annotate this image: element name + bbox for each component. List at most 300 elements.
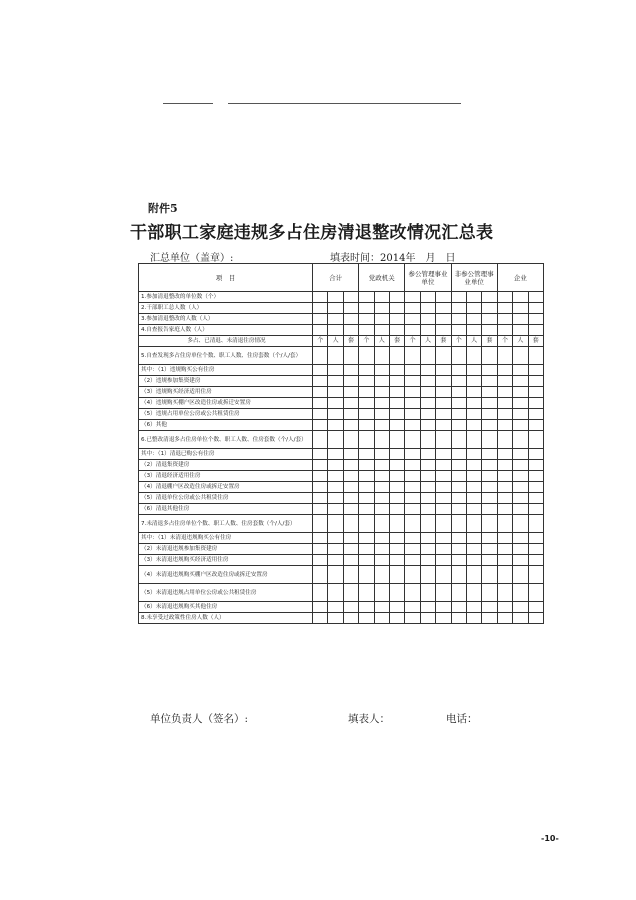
table-cell[interactable]: [436, 347, 451, 365]
table-cell[interactable]: [374, 292, 389, 303]
table-cell[interactable]: [420, 431, 435, 449]
table-cell[interactable]: [359, 420, 374, 431]
table-cell[interactable]: [359, 555, 374, 566]
table-cell[interactable]: [343, 544, 358, 555]
table-cell[interactable]: [405, 365, 420, 376]
table-cell[interactable]: [466, 398, 481, 409]
table-cell[interactable]: [389, 515, 404, 533]
table-cell[interactable]: [374, 533, 389, 544]
table-cell[interactable]: [374, 420, 389, 431]
table-cell[interactable]: [466, 420, 481, 431]
table-cell[interactable]: [451, 460, 466, 471]
table-cell[interactable]: [466, 431, 481, 449]
table-cell[interactable]: [328, 533, 343, 544]
table-cell[interactable]: [451, 471, 466, 482]
table-cell[interactable]: [513, 544, 528, 555]
table-cell[interactable]: [328, 613, 343, 624]
table-cell[interactable]: [451, 365, 466, 376]
table-cell[interactable]: [389, 471, 404, 482]
table-cell[interactable]: [436, 544, 451, 555]
table-cell[interactable]: [513, 602, 528, 613]
table-cell[interactable]: [405, 347, 420, 365]
table-cell[interactable]: [343, 504, 358, 515]
table-cell[interactable]: [343, 325, 358, 336]
table-cell[interactable]: [359, 460, 374, 471]
table-cell[interactable]: [497, 420, 512, 431]
table-cell[interactable]: [343, 566, 358, 584]
table-cell[interactable]: [528, 533, 543, 544]
table-cell[interactable]: [482, 566, 497, 584]
table-cell[interactable]: [513, 347, 528, 365]
table-cell[interactable]: [389, 533, 404, 544]
table-cell[interactable]: [328, 325, 343, 336]
table-cell[interactable]: [405, 602, 420, 613]
table-cell[interactable]: [513, 431, 528, 449]
table-cell[interactable]: [436, 584, 451, 602]
table-cell[interactable]: [436, 504, 451, 515]
table-cell[interactable]: [328, 584, 343, 602]
table-cell[interactable]: [466, 555, 481, 566]
table-cell[interactable]: [420, 602, 435, 613]
table-cell[interactable]: [420, 566, 435, 584]
table-cell[interactable]: [436, 409, 451, 420]
table-cell[interactable]: [420, 504, 435, 515]
table-cell[interactable]: [389, 387, 404, 398]
table-cell[interactable]: [328, 420, 343, 431]
table-cell[interactable]: [482, 471, 497, 482]
table-cell[interactable]: [436, 365, 451, 376]
table-cell[interactable]: [528, 566, 543, 584]
table-cell[interactable]: [359, 602, 374, 613]
table-cell[interactable]: [359, 613, 374, 624]
table-cell[interactable]: [436, 613, 451, 624]
table-cell[interactable]: [313, 303, 328, 314]
table-cell[interactable]: [451, 493, 466, 504]
table-cell[interactable]: [420, 387, 435, 398]
table-cell[interactable]: [466, 325, 481, 336]
table-cell[interactable]: [374, 387, 389, 398]
table-cell[interactable]: [343, 365, 358, 376]
table-cell[interactable]: [420, 515, 435, 533]
table-cell[interactable]: [374, 493, 389, 504]
table-cell[interactable]: [405, 376, 420, 387]
table-cell[interactable]: [497, 566, 512, 584]
table-cell[interactable]: [405, 482, 420, 493]
table-cell[interactable]: [513, 387, 528, 398]
table-cell[interactable]: [328, 460, 343, 471]
table-cell[interactable]: [466, 602, 481, 613]
table-cell[interactable]: [389, 602, 404, 613]
table-cell[interactable]: [359, 376, 374, 387]
table-cell[interactable]: [436, 420, 451, 431]
table-cell[interactable]: [374, 431, 389, 449]
table-cell[interactable]: [343, 515, 358, 533]
table-cell[interactable]: [451, 533, 466, 544]
table-cell[interactable]: [343, 420, 358, 431]
table-cell[interactable]: [389, 398, 404, 409]
table-cell[interactable]: [328, 303, 343, 314]
table-cell[interactable]: [466, 376, 481, 387]
table-cell[interactable]: [389, 325, 404, 336]
table-cell[interactable]: [328, 314, 343, 325]
table-cell[interactable]: [328, 387, 343, 398]
table-cell[interactable]: [528, 365, 543, 376]
table-cell[interactable]: [528, 493, 543, 504]
table-cell[interactable]: [466, 584, 481, 602]
table-cell[interactable]: [313, 376, 328, 387]
table-cell[interactable]: [451, 431, 466, 449]
table-cell[interactable]: [405, 613, 420, 624]
table-cell[interactable]: [436, 515, 451, 533]
table-cell[interactable]: [359, 292, 374, 303]
table-cell[interactable]: [436, 431, 451, 449]
table-cell[interactable]: [405, 533, 420, 544]
table-cell[interactable]: [328, 515, 343, 533]
table-cell[interactable]: [328, 504, 343, 515]
table-cell[interactable]: [497, 504, 512, 515]
table-cell[interactable]: [451, 347, 466, 365]
table-cell[interactable]: [420, 493, 435, 504]
table-cell[interactable]: [328, 431, 343, 449]
table-cell[interactable]: [482, 409, 497, 420]
table-cell[interactable]: [420, 420, 435, 431]
table-cell[interactable]: [420, 376, 435, 387]
table-cell[interactable]: [359, 431, 374, 449]
table-cell[interactable]: [313, 420, 328, 431]
table-cell[interactable]: [389, 365, 404, 376]
table-cell[interactable]: [420, 292, 435, 303]
table-cell[interactable]: [405, 493, 420, 504]
table-cell[interactable]: [313, 533, 328, 544]
table-cell[interactable]: [374, 584, 389, 602]
table-cell[interactable]: [359, 409, 374, 420]
table-cell[interactable]: [313, 555, 328, 566]
table-cell[interactable]: [482, 398, 497, 409]
table-cell[interactable]: [389, 555, 404, 566]
table-cell[interactable]: [374, 566, 389, 584]
table-cell[interactable]: [528, 325, 543, 336]
table-cell[interactable]: [343, 533, 358, 544]
table-cell[interactable]: [513, 409, 528, 420]
table-cell[interactable]: [513, 515, 528, 533]
table-cell[interactable]: [359, 584, 374, 602]
table-cell[interactable]: [528, 314, 543, 325]
table-cell[interactable]: [389, 493, 404, 504]
table-cell[interactable]: [374, 555, 389, 566]
table-cell[interactable]: [436, 602, 451, 613]
table-cell[interactable]: [497, 544, 512, 555]
table-cell[interactable]: [528, 420, 543, 431]
table-cell[interactable]: [328, 602, 343, 613]
table-cell[interactable]: [343, 398, 358, 409]
table-cell[interactable]: [513, 420, 528, 431]
table-cell[interactable]: [436, 555, 451, 566]
table-cell[interactable]: [497, 303, 512, 314]
table-cell[interactable]: [313, 493, 328, 504]
table-cell[interactable]: [528, 555, 543, 566]
table-cell[interactable]: [528, 292, 543, 303]
table-cell[interactable]: [451, 544, 466, 555]
table-cell[interactable]: [528, 544, 543, 555]
table-cell[interactable]: [466, 347, 481, 365]
table-cell[interactable]: [482, 584, 497, 602]
table-cell[interactable]: [513, 376, 528, 387]
table-cell[interactable]: [497, 555, 512, 566]
table-cell[interactable]: [497, 613, 512, 624]
table-cell[interactable]: [466, 613, 481, 624]
table-cell[interactable]: [482, 613, 497, 624]
table-cell[interactable]: [313, 387, 328, 398]
table-cell[interactable]: [513, 555, 528, 566]
table-cell[interactable]: [343, 431, 358, 449]
table-cell[interactable]: [482, 292, 497, 303]
table-cell[interactable]: [328, 482, 343, 493]
table-cell[interactable]: [482, 325, 497, 336]
table-cell[interactable]: [451, 613, 466, 624]
table-cell[interactable]: [343, 584, 358, 602]
table-cell[interactable]: [451, 409, 466, 420]
table-cell[interactable]: [420, 482, 435, 493]
table-cell[interactable]: [497, 449, 512, 460]
table-cell[interactable]: [374, 613, 389, 624]
table-cell[interactable]: [466, 387, 481, 398]
table-cell[interactable]: [420, 398, 435, 409]
table-cell[interactable]: [451, 420, 466, 431]
table-cell[interactable]: [528, 515, 543, 533]
table-cell[interactable]: [313, 347, 328, 365]
table-cell[interactable]: [328, 471, 343, 482]
table-cell[interactable]: [466, 365, 481, 376]
table-cell[interactable]: [359, 471, 374, 482]
table-cell[interactable]: [420, 365, 435, 376]
table-cell[interactable]: [451, 387, 466, 398]
table-cell[interactable]: [420, 314, 435, 325]
table-cell[interactable]: [343, 555, 358, 566]
table-cell[interactable]: [374, 303, 389, 314]
table-cell[interactable]: [451, 584, 466, 602]
table-cell[interactable]: [482, 387, 497, 398]
table-cell[interactable]: [405, 544, 420, 555]
table-cell[interactable]: [374, 504, 389, 515]
table-cell[interactable]: [374, 347, 389, 365]
table-cell[interactable]: [497, 515, 512, 533]
table-cell[interactable]: [389, 504, 404, 515]
table-cell[interactable]: [497, 398, 512, 409]
table-cell[interactable]: [420, 533, 435, 544]
table-cell[interactable]: [328, 292, 343, 303]
table-cell[interactable]: [482, 493, 497, 504]
table-cell[interactable]: [513, 493, 528, 504]
table-cell[interactable]: [436, 449, 451, 460]
table-cell[interactable]: [389, 613, 404, 624]
table-cell[interactable]: [436, 460, 451, 471]
table-cell[interactable]: [513, 460, 528, 471]
table-cell[interactable]: [528, 460, 543, 471]
table-cell[interactable]: [528, 602, 543, 613]
table-cell[interactable]: [497, 533, 512, 544]
table-cell[interactable]: [343, 303, 358, 314]
table-cell[interactable]: [528, 449, 543, 460]
table-cell[interactable]: [528, 584, 543, 602]
table-cell[interactable]: [528, 431, 543, 449]
table-cell[interactable]: [389, 544, 404, 555]
table-cell[interactable]: [359, 533, 374, 544]
table-cell[interactable]: [482, 347, 497, 365]
table-cell[interactable]: [513, 449, 528, 460]
table-cell[interactable]: [359, 314, 374, 325]
table-cell[interactable]: [313, 544, 328, 555]
table-cell[interactable]: [374, 460, 389, 471]
table-cell[interactable]: [359, 515, 374, 533]
table-cell[interactable]: [513, 533, 528, 544]
table-cell[interactable]: [343, 409, 358, 420]
table-cell[interactable]: [328, 555, 343, 566]
table-cell[interactable]: [482, 544, 497, 555]
table-cell[interactable]: [313, 398, 328, 409]
table-cell[interactable]: [359, 482, 374, 493]
table-cell[interactable]: [482, 602, 497, 613]
table-cell[interactable]: [451, 398, 466, 409]
table-cell[interactable]: [389, 409, 404, 420]
table-cell[interactable]: [482, 482, 497, 493]
table-cell[interactable]: [389, 566, 404, 584]
table-cell[interactable]: [405, 471, 420, 482]
table-cell[interactable]: [482, 515, 497, 533]
table-cell[interactable]: [359, 365, 374, 376]
table-cell[interactable]: [328, 566, 343, 584]
table-cell[interactable]: [359, 303, 374, 314]
table-cell[interactable]: [497, 493, 512, 504]
table-cell[interactable]: [482, 533, 497, 544]
table-cell[interactable]: [389, 420, 404, 431]
table-cell[interactable]: [513, 482, 528, 493]
table-cell[interactable]: [405, 325, 420, 336]
table-cell[interactable]: [528, 471, 543, 482]
table-cell[interactable]: [513, 504, 528, 515]
table-cell[interactable]: [497, 431, 512, 449]
table-cell[interactable]: [313, 515, 328, 533]
table-cell[interactable]: [405, 420, 420, 431]
table-cell[interactable]: [436, 533, 451, 544]
table-cell[interactable]: [436, 303, 451, 314]
table-cell[interactable]: [374, 398, 389, 409]
table-cell[interactable]: [328, 347, 343, 365]
table-cell[interactable]: [328, 544, 343, 555]
table-cell[interactable]: [313, 292, 328, 303]
table-cell[interactable]: [343, 613, 358, 624]
table-cell[interactable]: [528, 387, 543, 398]
table-cell[interactable]: [359, 566, 374, 584]
table-cell[interactable]: [451, 303, 466, 314]
table-cell[interactable]: [420, 409, 435, 420]
table-cell[interactable]: [359, 449, 374, 460]
table-cell[interactable]: [343, 347, 358, 365]
table-cell[interactable]: [436, 471, 451, 482]
table-cell[interactable]: [482, 449, 497, 460]
table-cell[interactable]: [343, 471, 358, 482]
table-cell[interactable]: [313, 602, 328, 613]
table-cell[interactable]: [343, 449, 358, 460]
table-cell[interactable]: [359, 387, 374, 398]
table-cell[interactable]: [328, 493, 343, 504]
table-cell[interactable]: [405, 387, 420, 398]
table-cell[interactable]: [513, 613, 528, 624]
table-cell[interactable]: [343, 376, 358, 387]
table-cell[interactable]: [313, 471, 328, 482]
table-cell[interactable]: [513, 398, 528, 409]
table-cell[interactable]: [436, 325, 451, 336]
table-cell[interactable]: [420, 347, 435, 365]
table-cell[interactable]: [497, 482, 512, 493]
table-cell[interactable]: [497, 376, 512, 387]
table-cell[interactable]: [528, 347, 543, 365]
table-cell[interactable]: [513, 303, 528, 314]
table-cell[interactable]: [343, 493, 358, 504]
table-cell[interactable]: [482, 314, 497, 325]
table-cell[interactable]: [466, 409, 481, 420]
table-cell[interactable]: [513, 314, 528, 325]
table-cell[interactable]: [436, 376, 451, 387]
table-cell[interactable]: [420, 449, 435, 460]
table-cell[interactable]: [313, 584, 328, 602]
table-cell[interactable]: [359, 325, 374, 336]
table-cell[interactable]: [451, 325, 466, 336]
table-cell[interactable]: [359, 544, 374, 555]
table-cell[interactable]: [482, 303, 497, 314]
table-cell[interactable]: [451, 314, 466, 325]
table-cell[interactable]: [466, 292, 481, 303]
table-cell[interactable]: [420, 460, 435, 471]
table-cell[interactable]: [405, 409, 420, 420]
table-cell[interactable]: [451, 504, 466, 515]
table-cell[interactable]: [405, 398, 420, 409]
table-cell[interactable]: [313, 613, 328, 624]
table-cell[interactable]: [497, 292, 512, 303]
table-cell[interactable]: [482, 460, 497, 471]
table-cell[interactable]: [420, 325, 435, 336]
table-cell[interactable]: [528, 613, 543, 624]
table-cell[interactable]: [313, 504, 328, 515]
table-cell[interactable]: [389, 449, 404, 460]
table-cell[interactable]: [313, 409, 328, 420]
table-cell[interactable]: [466, 533, 481, 544]
table-cell[interactable]: [451, 449, 466, 460]
table-cell[interactable]: [343, 387, 358, 398]
table-cell[interactable]: [497, 471, 512, 482]
table-cell[interactable]: [313, 460, 328, 471]
table-cell[interactable]: [359, 347, 374, 365]
table-cell[interactable]: [328, 409, 343, 420]
table-cell[interactable]: [497, 460, 512, 471]
table-cell[interactable]: [374, 314, 389, 325]
table-cell[interactable]: [528, 482, 543, 493]
table-cell[interactable]: [436, 398, 451, 409]
table-cell[interactable]: [343, 602, 358, 613]
table-cell[interactable]: [513, 566, 528, 584]
table-cell[interactable]: [405, 460, 420, 471]
table-cell[interactable]: [436, 314, 451, 325]
table-cell[interactable]: [513, 292, 528, 303]
table-cell[interactable]: [497, 387, 512, 398]
table-cell[interactable]: [374, 449, 389, 460]
table-cell[interactable]: [328, 365, 343, 376]
table-cell[interactable]: [497, 365, 512, 376]
table-cell[interactable]: [451, 515, 466, 533]
table-cell[interactable]: [374, 602, 389, 613]
table-cell[interactable]: [436, 493, 451, 504]
table-cell[interactable]: [451, 292, 466, 303]
table-cell[interactable]: [343, 460, 358, 471]
